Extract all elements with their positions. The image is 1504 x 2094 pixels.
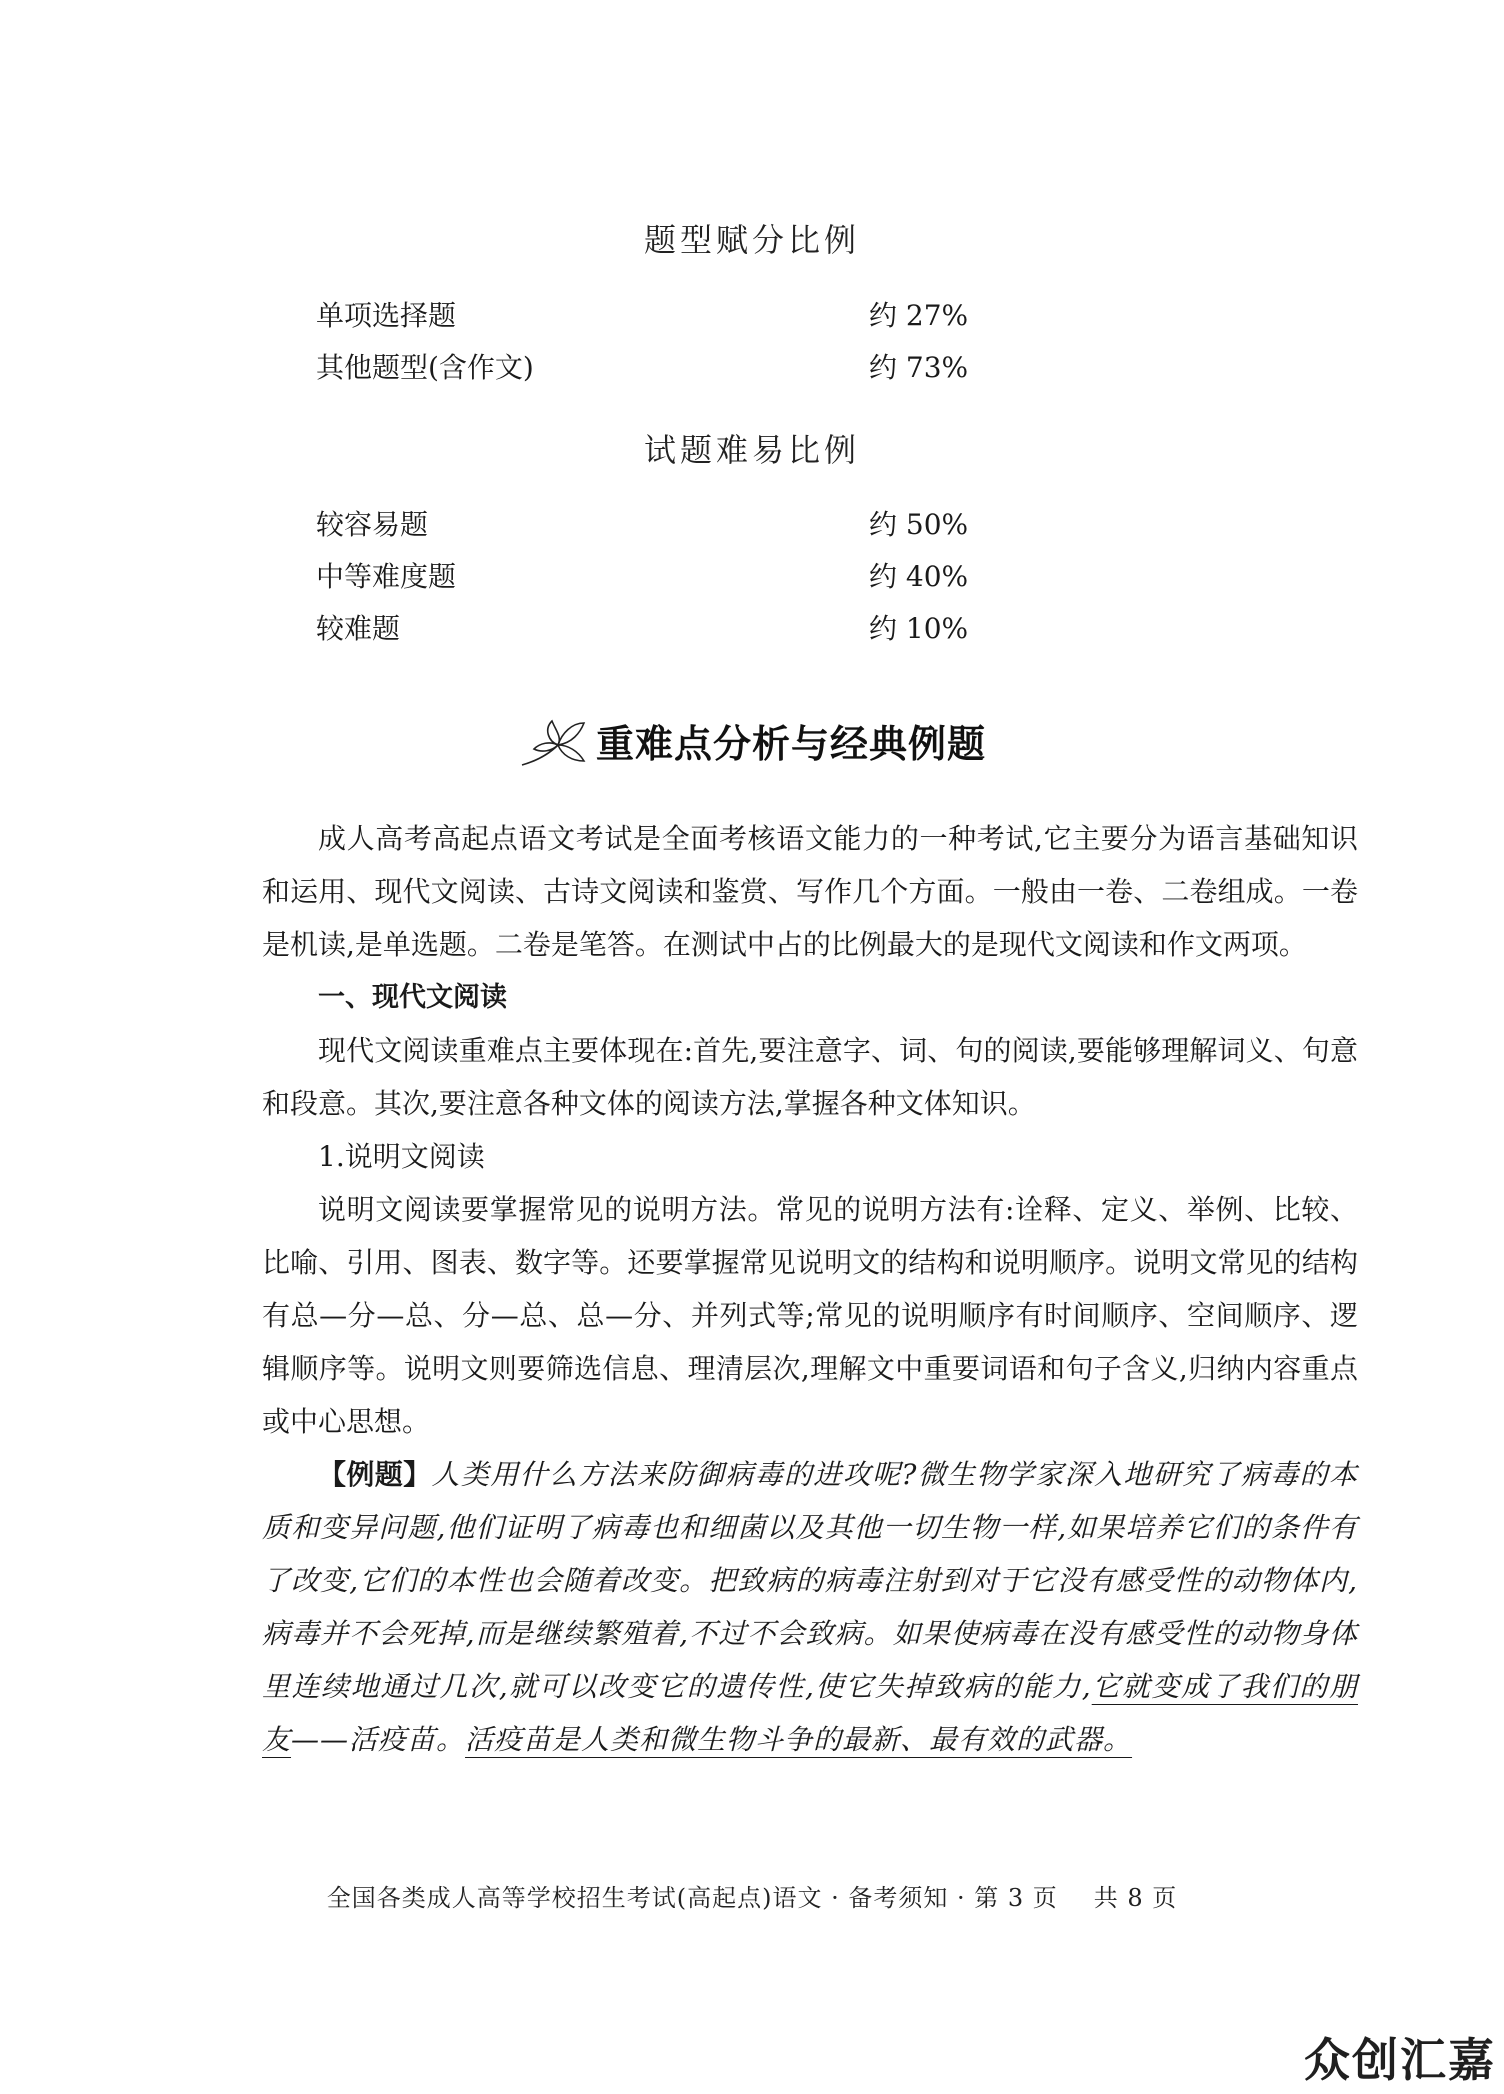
score-row-label: 其他题型(含作文) — [316, 351, 534, 384]
intro-paragraph: 成人高考高起点语文考试是全面考核语文能力的一种考试,它主要分为语言基础知识和运用、现代文阅读、古诗文阅读和鉴赏、写作几个方面。一般由一卷、二卷组成。一卷是机读,是单选题。二卷是笔答。在测试中占的比例最大的是现代文阅读和作文两项。 — [262, 822, 1358, 961]
score-table-title: 题型赋分比例 — [643, 221, 860, 259]
footer-right: 共 8 页 — [1093, 1884, 1178, 1912]
difficulty-row-label: 较难题 — [316, 612, 401, 645]
difficulty-row-value: 约 50% — [869, 508, 969, 541]
heading-modern-reading: 一、现代文阅读 — [318, 982, 507, 1013]
example-label: 【例题】 — [318, 1458, 432, 1491]
heading-expository-reading: 1.说明文阅读 — [318, 1140, 485, 1173]
example-text-mid: ——活疫苗。 — [291, 1723, 466, 1756]
difficulty-row-label: 中等难度题 — [316, 560, 457, 593]
page-footer — [0, 1878, 1504, 1913]
difficulty-row-value: 约 10% — [869, 612, 969, 645]
expository-paragraph: 说明文阅读要掌握常见的说明方法。常见的说明方法有:诠释、定义、举例、比较、比喻、引用、图表、数字等。还要掌握常见说明文的结构和说明顺序。说明文常见的结构有总—分—总、分—总、总—分、并列式等;常见的说明顺序有时间顺序、空间顺序、逻辑顺序等。说明文则要筛选信息、理清层次,理解文中重要词语和句子含义,归纳内容重点或中心思想。 — [262, 1193, 1358, 1438]
example-text: 人类用什么方法来防御病毒的进攻呢?微生物学家深入地研究了病毒的本质和变异问题,他们证明了病毒也和细菌以及其他一切生物一样,如果培养它们的条件有了改变,它们的本性也会随着改变。把致病的病毒注射到对于它没有感受性的动物体内,病毒并不会死掉,而是继续繁殖着,不过不会致病。如果使病毒在没有感受性的动物身体里连续地通过几次,就可以改变它的遗传性,使它失掉致病的能力, — [262, 1458, 1358, 1703]
example-paragraph — [262, 1448, 1358, 1766]
score-row-value: 约 73% — [869, 351, 969, 384]
difficulty-row-value: 约 40% — [869, 560, 969, 593]
example-underline-1: 它就变成了我们的朋友 — [262, 1670, 1358, 1756]
score-row-label: 单项选择题 — [316, 299, 457, 332]
difficulty-row-label: 较容易题 — [316, 508, 429, 541]
example-underline-2: 活疫苗是人类和微生物斗争的最新、最有效的武器。 — [465, 1723, 1133, 1756]
modern-reading-paragraph: 现代文阅读重难点主要体现在:首先,要注意字、词、句的阅读,要能够理解词义、句意和段意。其次,要注意各种文体的阅读方法,掌握各种文体知识。 — [262, 1034, 1358, 1120]
score-row-value: 约 27% — [869, 299, 969, 332]
section-heading — [0, 705, 1504, 775]
difficulty-table-title: 试题难易比例 — [643, 431, 860, 469]
section-title: 重难点分析与经典例题 — [595, 721, 986, 766]
leaf-ornament-icon — [518, 711, 590, 769]
footer-left: 全国各类成人高等学校招生考试(高起点)语文 · 备考须知 · 第 3 页 — [326, 1884, 1058, 1912]
watermark: 众创汇嘉 — [1304, 2033, 1496, 2087]
body-text — [262, 812, 1358, 1766]
